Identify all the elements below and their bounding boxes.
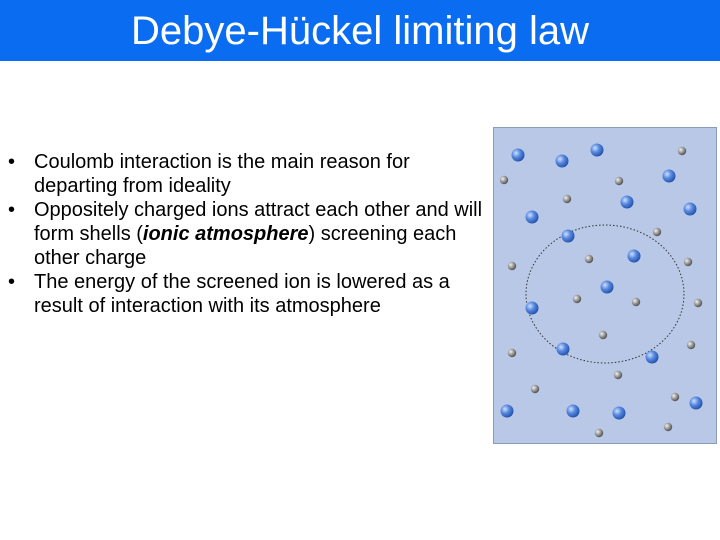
title-bar <box>0 0 720 61</box>
small-ion <box>671 393 679 401</box>
small-ion <box>653 228 661 236</box>
small-ion <box>573 295 581 303</box>
large-ion <box>567 405 580 418</box>
bullet-marker: • <box>8 199 16 221</box>
small-ion <box>684 258 692 266</box>
small-ion <box>595 429 603 437</box>
bullet-item <box>6 150 496 198</box>
small-ion <box>563 195 571 203</box>
large-ion <box>684 203 697 216</box>
small-ion <box>615 177 623 185</box>
large-ion <box>621 196 634 209</box>
small-ion <box>599 331 607 339</box>
small-ion <box>508 349 516 357</box>
bullet-item <box>6 270 496 318</box>
small-ion <box>694 299 702 307</box>
bullet-text: The energy of the screened ion is lowered as a result of interaction with its atmosphere <box>34 271 450 317</box>
large-ion <box>646 351 659 364</box>
small-ion <box>585 255 593 263</box>
small-ion <box>614 371 622 379</box>
small-ion <box>508 262 516 270</box>
large-ion <box>556 155 569 168</box>
small-ion <box>500 176 508 184</box>
large-ion <box>613 407 626 420</box>
bullet-marker: • <box>8 271 16 293</box>
ionic-atmosphere-diagram <box>493 127 717 444</box>
small-ion <box>632 298 640 306</box>
large-ion <box>526 211 539 224</box>
small-ion <box>531 385 539 393</box>
large-ion <box>591 144 604 157</box>
bullet-item <box>6 198 496 270</box>
large-ion <box>501 405 514 418</box>
large-ion <box>512 149 525 162</box>
bullet-text: Oppositely charged ions attract each other and will form shells ( <box>34 199 483 245</box>
small-ion <box>687 341 695 349</box>
bullet-marker: • <box>8 151 16 173</box>
large-ion <box>690 397 703 410</box>
bullet-text: Coulomb interaction is the main reason for departing from ideality <box>34 151 410 197</box>
bullet-list <box>6 150 496 318</box>
large-ion <box>663 170 676 183</box>
large-ion <box>526 302 539 315</box>
small-ion <box>678 147 686 155</box>
slide-title: Debye-Hückel limiting law <box>131 9 589 53</box>
small-ion <box>664 423 672 431</box>
bullet-emphasis: ionic atmosphere <box>142 223 309 245</box>
large-ion <box>557 343 570 356</box>
bullet-text: ) screening each other charge <box>34 223 457 269</box>
large-ion <box>601 281 614 294</box>
large-ion <box>562 230 575 243</box>
large-ion <box>628 250 641 263</box>
